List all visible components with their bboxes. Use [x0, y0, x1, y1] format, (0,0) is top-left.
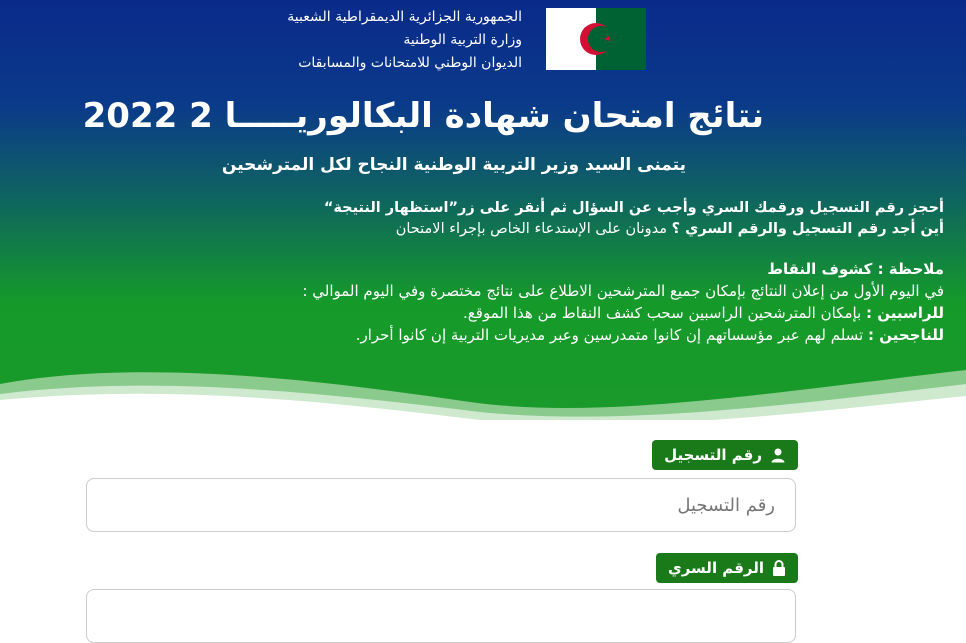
- notes-line-1: في اليوم الأول من إعلان النتائج بإمكان جميع المترشحين الاطلاع على نتائج مختصرة وفي اليوم الموالي :: [302, 282, 944, 300]
- notes-passed-label: للناجحين :: [868, 326, 944, 344]
- instructions-block: [324, 198, 944, 240]
- notes-failed-label: للراسبين :: [866, 304, 944, 322]
- instructions-answer: مدونان على الإستدعاء الخاص بإجراء الامتحان: [395, 221, 672, 237]
- ministry-line-3: الديوان الوطني للامتحانات والمسابقات: [298, 55, 522, 71]
- registration-number-input[interactable]: [86, 478, 796, 532]
- instructions-line-1: أحجز رقم التسجيل ورقمك السري وأجب عن السؤال ثم أنقر على زر”استظهار النتيجة“: [323, 200, 944, 216]
- notes-failed-text: بإمكان المترشحين الراسبين سحب كشف النقاط من هذا الموقع.: [463, 304, 867, 322]
- registration-number-label: [652, 440, 798, 470]
- lock-icon: [772, 560, 786, 576]
- notes-block: [302, 258, 944, 346]
- registration-number-label-text: رقم التسجيل: [664, 446, 762, 464]
- secret-number-label-text: الرقم السري: [667, 559, 764, 577]
- user-icon: [770, 447, 786, 463]
- ministry-block: [287, 6, 522, 75]
- instructions-question: أين أجد رقم التسجيل والرقم السري ؟: [671, 221, 944, 237]
- ministry-line-2: وزارة التربية الوطنية: [403, 32, 522, 48]
- header-wave-divider: [0, 350, 966, 420]
- page-title: نتائج امتحان شهادة البكالوريـــــا 2 2022: [82, 96, 764, 136]
- secret-number-input[interactable]: [86, 589, 796, 643]
- page-subtitle: يتمنى السيد وزير التربية الوطنية النجاح لكل المترشحين: [221, 155, 686, 175]
- notes-heading: ملاحظة : كشوف النقاط: [767, 260, 944, 278]
- ministry-line-1: الجمهورية الجزائرية الديمقراطية الشعبية: [287, 9, 522, 25]
- notes-passed-text: تسلم لهم عبر مؤسساتهم إن كانوا متمدرسين وعبر مديريات التربية إن كانوا أحرار.: [355, 326, 869, 344]
- secret-number-label: [656, 553, 798, 583]
- algeria-flag-icon: [546, 8, 646, 70]
